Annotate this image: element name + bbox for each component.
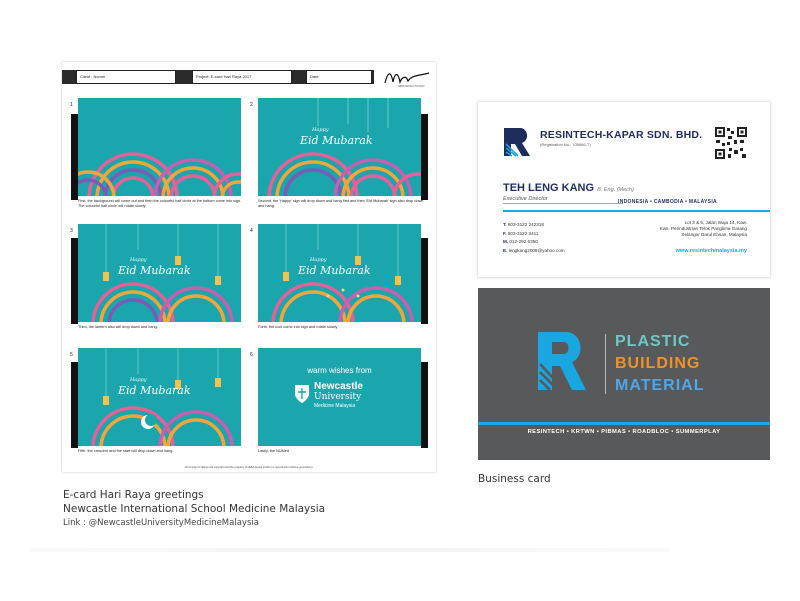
divider xyxy=(503,203,623,204)
accent-divider xyxy=(503,210,770,212)
crescent-graphic xyxy=(78,348,241,446)
divider xyxy=(605,334,606,394)
ecard-link: Link : @NewcastleUniversityMedicineMalaysia xyxy=(63,518,259,528)
university-name-line3: Medicine Malaysia xyxy=(314,403,356,409)
eid-mubarak-text: Eid Mubarak xyxy=(118,384,191,397)
sheet-footnote: All concept of design are copyright and the property of NMM design studio (no reproduction without permission). xyxy=(184,466,314,469)
frame-side-bar xyxy=(421,362,428,448)
header-field-project: Project: E-card Hari Raya 2017 xyxy=(192,70,292,84)
tagline-building: BUILDING xyxy=(615,355,701,372)
ecard-client: Newcastle International School Medicine Malaysia xyxy=(63,503,326,515)
person-title: Executive Director xyxy=(503,196,548,202)
company-address: Lot 3 & 5, Jalan Waja 14, Kaw. Kws. Perindustrian Telok Panglima Garang Selangor Darul Ehsan, Malaysia xyxy=(659,220,747,238)
contact-list xyxy=(503,221,565,255)
frame-caption: Second, the 'Happy' sign will drop down and hang first and then 'Eid Mubarak' sign also drop down and hang. xyxy=(258,199,424,208)
frame-number: 5 xyxy=(70,352,73,358)
person-name: TEH LENG KANG B. Eng. (Mech) xyxy=(503,182,634,194)
happy-text: Happy xyxy=(130,377,147,383)
frame-caption: First, the background will come out and then the colourful half circle at the bottom come into sign. The colourful half circle will rotate slowly. xyxy=(78,199,242,208)
frame-caption: Third, the lantern also will drop down and hang. xyxy=(78,325,158,329)
tagline-plastic: PLASTIC xyxy=(615,333,691,350)
signature-subtitle: NMM DESIGN STUDIO xyxy=(398,85,425,88)
frame-number: 1 xyxy=(70,102,73,108)
storyboard-frame-1 xyxy=(78,98,241,196)
half-circles-graphic xyxy=(258,98,421,196)
company-name: RESINTECH-KAPAR SDN. BHD. xyxy=(540,129,703,141)
happy-text: Happy xyxy=(130,257,147,263)
accent-divider xyxy=(478,422,770,425)
ecard-title: E-card Hari Raya greetings xyxy=(63,489,204,501)
countries-line: INDONESIA • CAMBODIA • MALAYSIA xyxy=(618,199,717,205)
storyboard-frame-3 xyxy=(78,224,241,322)
frame-number: 6 xyxy=(250,352,253,358)
tagline-material: MATERIAL xyxy=(615,377,705,394)
header-field-client: Client : Ncmm xyxy=(76,70,176,84)
frame-side-bar xyxy=(71,238,78,324)
university-name-line2: University xyxy=(314,392,362,402)
frame-caption: Lastly, the NUMed xyxy=(258,449,289,453)
frame-number: 2 xyxy=(250,102,253,108)
frame-number: 3 xyxy=(70,228,73,234)
eid-mubarak-text: Eid Mubarak xyxy=(118,264,191,277)
frame-side-bar xyxy=(71,114,78,200)
university-name-line1: Newcastle xyxy=(314,381,363,392)
header-field-date: Date xyxy=(306,70,372,84)
company-website: www.resintechmalaysia.my xyxy=(675,248,747,254)
storyboard-frame-5 xyxy=(78,348,241,446)
business-card-back xyxy=(478,288,770,460)
contact-fax: F. 603-3122 3411 xyxy=(503,230,539,236)
storyboard-frame-2 xyxy=(258,98,421,196)
happy-text: Happy xyxy=(310,257,327,263)
frame-side-bar xyxy=(71,362,78,448)
happy-text: Happy xyxy=(312,127,329,133)
frame-side-bar xyxy=(421,114,428,200)
eid-mubarak-text: Eid Mubarak xyxy=(300,134,373,147)
company-registration: (Registration No.: 705666-T) xyxy=(540,142,591,147)
frame-number: 4 xyxy=(250,228,253,234)
storyboard-sheet xyxy=(62,62,436,472)
contact-email: E. lengkang2009@yahoo.com xyxy=(503,247,565,253)
crest-icon xyxy=(294,384,310,404)
warm-wishes-text: warm wishes from xyxy=(307,366,372,375)
frame-caption: Fifth, the crescent and the start will drop down and hang. xyxy=(78,449,174,453)
contact-mobile: M. 012-292 6350 xyxy=(503,239,538,244)
contact-phone: T. 603-3122 242318 xyxy=(503,222,544,227)
frame-caption: Forth, the icon come into sign and rotate slowly xyxy=(258,325,338,329)
business-card-front xyxy=(478,102,770,277)
business-card-label: Business card xyxy=(478,473,551,485)
qr-code-icon xyxy=(714,126,748,160)
frame-side-bar xyxy=(421,238,428,324)
bottom-shadow xyxy=(30,548,670,552)
storyboard-frame-4 xyxy=(258,224,421,322)
storyboard-frame-6 xyxy=(258,348,421,446)
resintech-logo-icon xyxy=(502,126,534,158)
resintech-logo-large-icon xyxy=(536,330,590,392)
half-circles-graphic xyxy=(78,98,241,196)
person-qualification: B. Eng. (Mech) xyxy=(597,187,634,193)
brand-list: RESINTECH • KRTWN • PIBMAS • ROADBLOC • SUMMERPLAY xyxy=(527,429,721,435)
eid-mubarak-text: Eid Mubarak xyxy=(298,264,371,277)
